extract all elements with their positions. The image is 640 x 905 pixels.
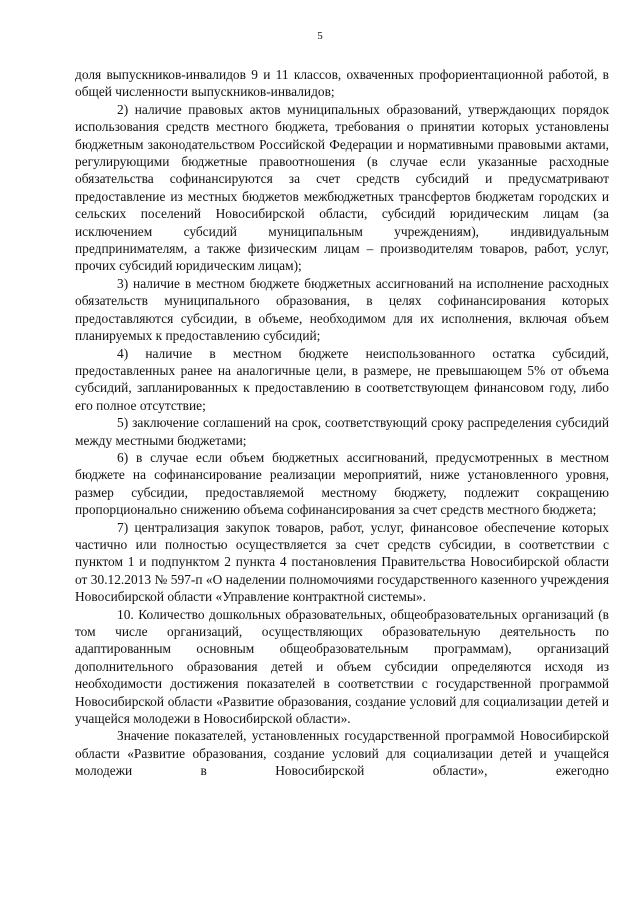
paragraph-item-6: 6) в случае если объем бюджетных ассигнований, предусмотренных в местном бюджете на софинансирование реализации мероприятий, ниже установленного уровня, размер субсидии, предоставляемой местному бюджету, подлежит сокращению пропорционально снижению объема софинансирования за счет средств местного бюджета; <box>75 449 609 518</box>
paragraph-item-5: 5) заключение соглашений на срок, соответствующий сроку распределения субсидий между местными бюджетами; <box>75 415 609 448</box>
paragraph-item-7: 7) централизация закупок товаров, работ, услуг, финансовое обеспечение которых частично или полностью осуществляется за счет средств субсидии, в соответствии с пунктом 1 и подпунктом 2 пункта 4 постановления Правительства Новосибирской области от 30.12.2013 № 597-п «О наделении полномочиями государственного казенного учреждения Новосибирской области «Управление контрактной системы». <box>75 519 609 605</box>
document-body <box>75 66 609 780</box>
paragraph-item-3: 3) наличие в местном бюджете бюджетных ассигнований на исполнение расходных обязательств муниципального образования, в целях софинансирования которых предоставляются субсидии, в объеме, необходимом для их исполнения, включая объем планируемых к предоставлению субсидий; <box>75 275 609 344</box>
page-number: 5 <box>317 30 323 42</box>
paragraph-continuation: доля выпускников-инвалидов 9 и 11 классов, охваченных профориентационной работой, в общей численности выпускников-инвалидов; <box>75 67 609 100</box>
paragraph-section-10: 10. Количество дошкольных образовательных, общеобразовательных организаций (в том числе организаций, осуществляющих образовательную деятельность по адаптированным основным общеобразовательным программам), организаций дополнительного образования детей и объем субсидии определяются исходя из необходимости достижения показателей в соответствии с государственной программой Новосибирской области «Развитие образования, создание условий для социализации детей и учащейся молодежи в Новосибирской области». <box>75 606 609 727</box>
paragraph-item-4: 4) наличие в местном бюджете неиспользованного остатка субсидий, предоставленных ранее на аналогичные цели, в размере, не превышающем 5% от объема субсидий, запланированных к предоставлению в соответствующем финансовом году, либо его полное отсутствие; <box>75 345 609 413</box>
paragraph-item-2: 2) наличие правовых актов муниципальных образований, утверждающих порядок использования средств местного бюджета, требования о принятии которых установлены бюджетным законодательством Российской Федерации и нормативными правовыми актами, регулирующими бюджетные правоотношения (в случае если указанные расходные обязательства софинансируются за счет средств субсидий и предусматривают предоставление из местных бюджетов межбюджетных трансфертов бюджетам городских и сельских поселений Новосибирской области, субсидий юридическим лицам (за исключением субсидий муниципальным учреждениям), индивидуальным предпринимателям, а также физическим лицам – производителям товаров, работ, услуг, прочих субсидий юридическим лицам); <box>75 101 609 274</box>
paragraph-indicators: Значение показателей, установленных государственной программой Новосибирской области «Развитие образования, создание условий для социализации детей и учащейся молодежи в Новосибирской области», ежегодно <box>75 728 609 779</box>
